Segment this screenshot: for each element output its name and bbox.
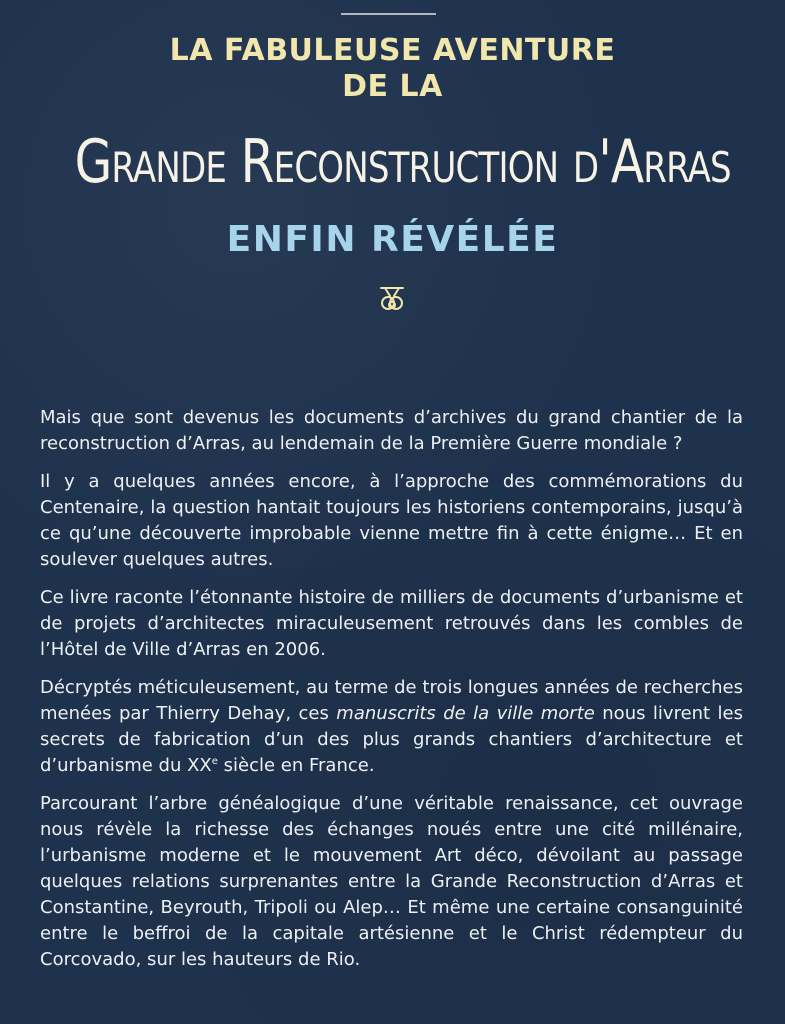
- kicker-line-1: LA FABULEUSE AVENTURE: [169, 33, 616, 68]
- book-title: Grande Reconstruction d'Arras: [74, 127, 731, 197]
- paragraph-4-part-3: siècle en France.: [217, 755, 375, 776]
- top-divider: [341, 13, 436, 15]
- paragraph-4-part-2: nous livrent les secrets de fabrication d’un des plus grands chantiers d’architecture et d’urbanisme du XX: [40, 703, 744, 776]
- art-deco-ornament-icon: [377, 285, 407, 315]
- paragraph-4: [40, 675, 743, 779]
- paragraph-1: Mais que sont devenus les documents d’archives du grand chantier de la reconstruction d’Arras, au lendemain de la Première Guerre mondiale ?: [40, 407, 743, 454]
- paragraph-5: Parcourant l’arbre généalogique d’une véritable renaissance, cet ouvrage nous révèle la richesse des échanges noués entre une cité millénaire, l’urbanisme moderne et le mouvement Art déco, dévoilant au passage quelques relations surprenantes entre la Grande Reconstruction d’Arras et Constantine, Beyrouth, Tripoli ou Alep… Et même une certaine consanguinité entre le beffroi de la capitale artésienne et le Christ rédempteur du Corcovado, sur les hauteurs de Rio.: [40, 793, 743, 970]
- paragraph-2: Il y a quelques années encore, à l’approche des commémorations du Centenaire, la question hantait toujours les historiens contemporains, jusqu’à ce qu’une découverte improbable vienne mettre fin à cette énigme… Et en soulever quelques autres.: [40, 471, 743, 570]
- italic-phrase: manuscrits de la ville morte: [336, 703, 595, 724]
- book-subtitle: ENFIN RÉVÉLÉE: [226, 219, 559, 260]
- century-superscript: e: [211, 756, 218, 767]
- kicker-line-2: DE LA: [342, 69, 443, 104]
- paragraph-3: Ce livre raconte l’étonnante histoire de milliers de documents d’urbanisme et de projets d’architectes miraculeusement retrouvés dans les combles de l’Hôtel de Ville d’Arras en 2006.: [40, 587, 743, 660]
- back-cover-text: [40, 405, 743, 985]
- paragraph-4-part-1: Décryptés méticuleusement, au terme de trois longues années de recherches menées par Thierry Dehay, ces: [40, 677, 743, 724]
